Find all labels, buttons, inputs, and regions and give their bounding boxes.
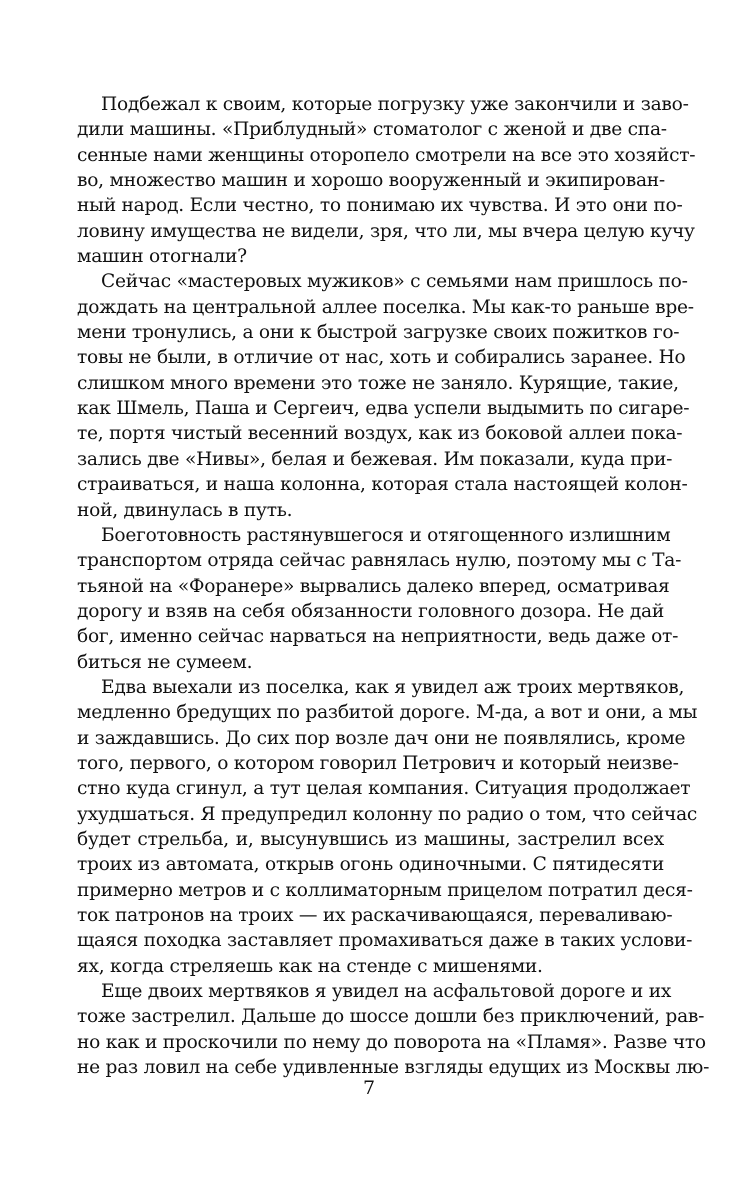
text-line: товы не были, в отличие от нас, хоть и собирались заранее. Но (77, 347, 686, 369)
text-line: Едва выехали из поселка, как я увидел аж троих мертвяков, (101, 676, 685, 698)
paragraph-3 (77, 523, 682, 675)
paragraph-4 (77, 675, 698, 979)
text-line: дорогу и взяв на себя обязанности головного дозора. Не дай (77, 600, 664, 622)
text-line: бог, именно сейчас нарваться на неприятности, ведь даже от- (77, 626, 679, 648)
paragraph-5 (77, 979, 710, 1080)
text-line: ухудшаться. Я предупредил колонну по радио о том, что сейчас (77, 803, 698, 825)
text-line: щаяся походка заставляет промахиваться даже в таких услови- (77, 930, 693, 952)
text-line: Еще двоих мертвяков я увидел на асфальтовой дороге и их (101, 981, 672, 1003)
text-line: ловину имущества не видели, зря, что ли, мы вчера целую кучу (77, 220, 695, 242)
text-line: как Шмель, Паша и Сергеич, едва успели выдымить по сигаре- (77, 398, 690, 420)
text-line: тоже застрелил. Дальше до шоссе дошли без приключений, рав- (77, 1006, 705, 1028)
text-line: ной, двинулась в путь. (77, 499, 293, 521)
text-line: ях, когда стреляешь как на стенде с мишенями. (77, 955, 543, 977)
page-number: 7 (362, 1077, 376, 1099)
text-line: Подбежал к своим, которые погрузку уже закончили и заво- (101, 94, 689, 115)
text-line: не раз ловил на себе удивленные взгляды едущих из Москвы лю- (77, 1057, 710, 1079)
text-line: зались две «Нивы», белая и бежевая. Им показали, куда при- (77, 448, 673, 470)
text-line: машин отогнали? (77, 246, 247, 268)
paragraph-1 (77, 92, 696, 269)
text-line: и заждавшись. До сих пор возле дач они не появлялись, кроме (77, 727, 686, 749)
text-line: того, первого, о котором говорил Петрович и который неизве- (77, 752, 679, 774)
text-line: Боеготовность растянувшегося и отягощенного излишним (101, 524, 671, 546)
text-line: стно куда сгинул, а тут целая компания. Ситуация продолжает (77, 778, 691, 800)
book-page-text (77, 92, 710, 1080)
text-line: тьяной на «Форанере» вырвались далеко вперед, осматривая (77, 575, 670, 597)
text-line: примерно метров и с коллиматорным прицелом потратил деся- (77, 879, 693, 901)
text-line: медленно бредущих по разбитой дороге. М-да, а вот и они, а мы (77, 702, 698, 724)
text-line: дождать на центральной аллее поселка. Мы как-то раньше вре- (77, 296, 694, 318)
text-line: биться не сумеем. (77, 651, 253, 673)
text-line: троих из автомата, открыв огонь одиночными. С пятидесяти (77, 854, 664, 876)
text-line: ный народ. Если честно, то понимаю их чувства. И это они по- (77, 195, 683, 217)
text-line: ток патронов на троих — их раскачивающаяся, переваливаю- (77, 905, 673, 926)
text-line: те, портя чистый весенний воздух, как из боковой аллеи пока- (77, 423, 683, 445)
text-line: дили машины. «Приблудный» стоматолог с женой и две спа- (77, 119, 667, 141)
text-line: мени тронулись, а они к быстрой загрузке своих пожитков го- (77, 322, 680, 344)
paragraph-2 (77, 269, 694, 522)
text-line: слишком много времени это тоже не заняло. Курящие, такие, (77, 372, 679, 394)
text-line: страиваться, и наша колонна, которая стала настоящей колон- (77, 474, 688, 496)
text-line: будет стрельба, и, высунувшись из машины, застрелил всех (77, 828, 664, 850)
text-line: Сейчас «мастеровых мужиков» с семьями нам пришлось по- (101, 271, 688, 293)
text-line: во, множество машин и хорошо вооруженный и экипирован- (77, 170, 665, 192)
text-line: сенные нами женщины оторопело смотрели на все это хозяйст- (77, 144, 696, 166)
text-line: транспортом отряда сейчас равнялась нулю, поэтому мы с Та- (77, 550, 682, 572)
text-line: но как и проскочили по нему до поворота на «Пламя». Разве что (77, 1031, 706, 1053)
